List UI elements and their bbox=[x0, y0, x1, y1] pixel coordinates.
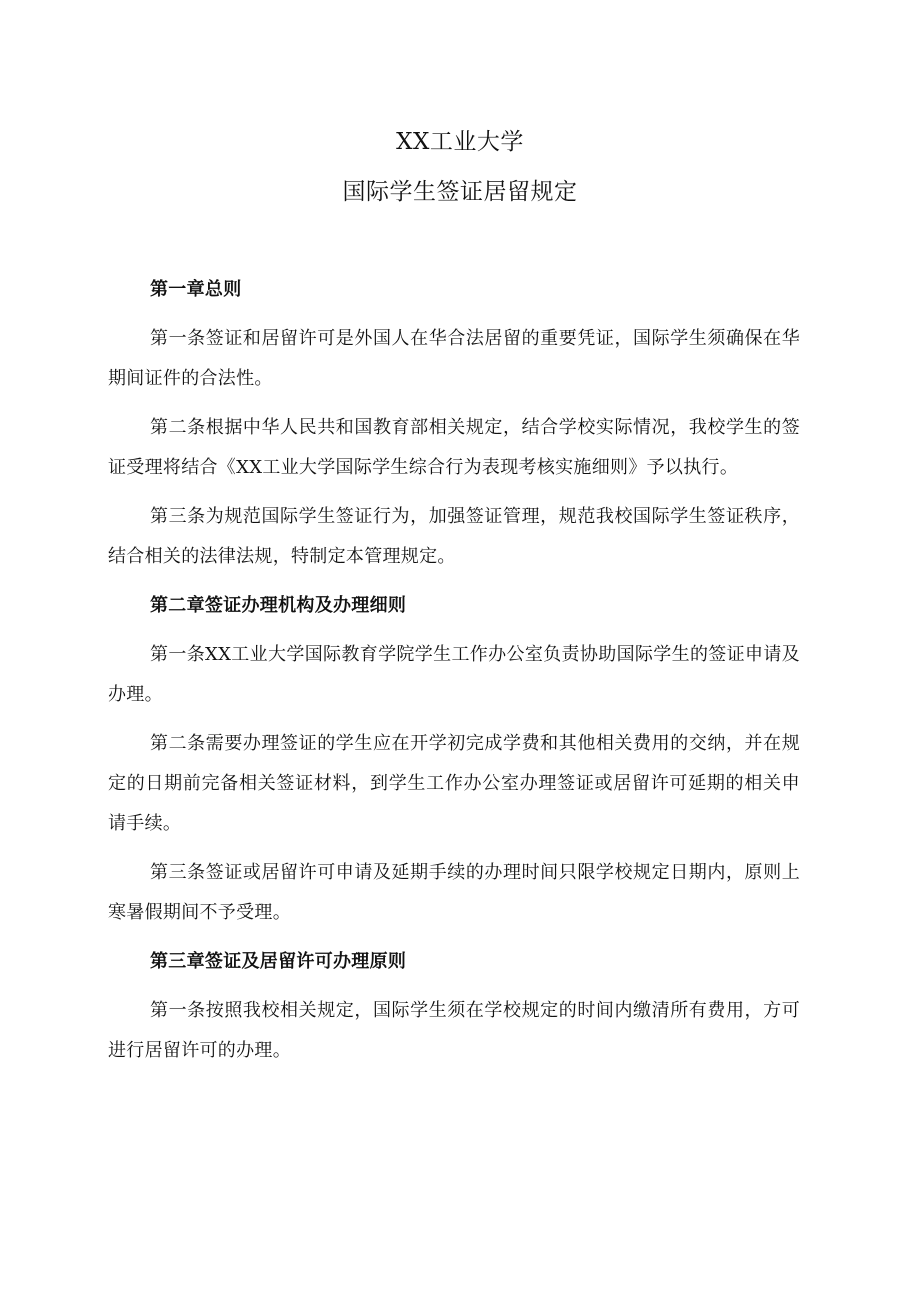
article-paragraph: 第三条为规范国际学生签证行为，加强签证管理，规范我校国际学生签证秩序，结合相关的法律法规，特制定本管理规定。 bbox=[108, 506, 800, 567]
article-paragraph: 第三条签证或居留许可申请及延期手续的办理时间只限学校规定日期内，原则上寒暑假期间不予受理。 bbox=[108, 862, 800, 923]
article-paragraph: 第二条需要办理签证的学生应在开学初完成学费和其他相关费用的交纳，并在规定的日期前完备相关签证材料，到学生工作办公室办理签证或居留许可延期的相关申请手续。 bbox=[108, 733, 800, 834]
article-paragraph: 第一条签证和居留许可是外国人在华合法居留的重要凭证，国际学生须确保在华期间证件的合法性。 bbox=[108, 328, 800, 389]
chapter-heading-1: 第一章总则 bbox=[150, 279, 242, 300]
article-paragraph: 第一条按照我校相关规定，国际学生须在学校规定的时间内缴清所有费用，方可进行居留许可的办理。 bbox=[108, 1000, 800, 1061]
article-paragraph: 第二条根据中华人民共和国教育部相关规定，结合学校实际情况，我校学生的签证受理将结合《XX工业大学国际学生综合行为表现考核实施细则》予以执行。 bbox=[108, 417, 800, 478]
chapter-heading-2: 第二章签证办理机构及办理细则 bbox=[150, 595, 407, 616]
document-title-line2: 国际学生签证居留规定 bbox=[342, 179, 578, 205]
article-paragraph: 第一条XX工业大学国际教育学院学生工作办公室负责协助国际学生的签证申请及办理。 bbox=[108, 644, 800, 705]
document-body bbox=[108, 270, 800, 1071]
document-title-line1: XX工业大学 bbox=[396, 129, 524, 155]
chapter-heading-3: 第三章签证及居留许可办理原则 bbox=[150, 951, 407, 972]
